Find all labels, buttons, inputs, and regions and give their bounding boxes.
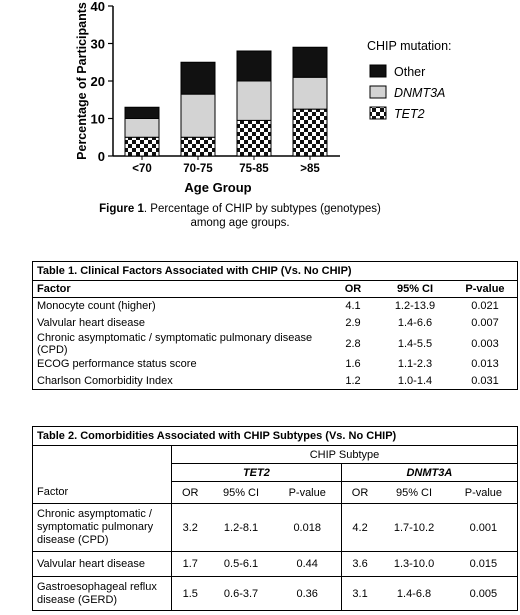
t2-gene-tet2-label: TET2	[242, 466, 270, 479]
t2-tet2-cell: 1.2-8.1	[223, 521, 259, 534]
table-row	[33, 373, 518, 390]
legend-swatch-other	[370, 65, 386, 77]
t2-dnmt3a-cell: 1.3-10.0	[378, 552, 450, 577]
t1-cell: 1.2	[345, 374, 361, 387]
t2-header-tet2-or: OR	[172, 482, 209, 504]
t1-cell: Charlson Comorbidity Index	[37, 374, 173, 387]
t1-cell: 0.031	[471, 374, 499, 387]
table-row	[33, 356, 518, 373]
t1-header-ci: 95% CI	[377, 281, 453, 298]
t1-cell: 1.2-13.9	[394, 300, 436, 313]
y-tick-label: 0	[97, 149, 105, 164]
y-tick-label: 40	[90, 0, 105, 14]
bar-other-1	[181, 62, 215, 94]
t1-cell: 1.4-6.6	[397, 317, 433, 329]
caption-text-2: among age groups.	[190, 217, 290, 229]
t2-factor-cell	[33, 577, 172, 611]
t1-cell: Monocyte count (higher)	[37, 300, 156, 313]
t1-cell: Chronic asymptomatic / symptomatic pulmonary disease (CPD)	[37, 331, 313, 356]
x-tick-label: 75-85	[239, 163, 269, 175]
bar-dnmt3a-2	[237, 81, 271, 120]
t1-header-p: P-value	[453, 281, 518, 298]
legend-swatch-tet2	[370, 107, 386, 119]
t1-cell: 2.9	[345, 317, 361, 329]
t2-tet2-cell: 0.44	[274, 552, 342, 577]
t2-tet2-cell: 1.5	[172, 577, 209, 611]
y-tick-label: 20	[90, 74, 105, 89]
y-tick-label: 30	[90, 36, 105, 52]
t2-factor-line: disease (GERD)	[37, 593, 118, 606]
t1-cell: 1.4-5.5	[397, 337, 433, 350]
t1-cell: 0.003	[471, 337, 499, 350]
x-tick-label: >85	[300, 163, 320, 175]
caption-text-1: . Percentage of CHIP by subtypes (genotypes)	[143, 203, 381, 215]
t2-factor-line: Chronic asymptomatic /	[37, 508, 152, 520]
legend-swatch-dnmt3a	[370, 86, 386, 98]
t1-cell: 1.0-1.4	[397, 374, 433, 387]
table-row	[33, 332, 518, 356]
t1-cell: 2.8	[345, 337, 361, 350]
legend-title: CHIP mutation:	[367, 39, 452, 53]
y-tick-label: 10	[90, 111, 105, 127]
t2-tet2-cell: 0.6-3.7	[208, 577, 273, 611]
t2-factor-cell	[33, 552, 172, 577]
t1-cell: 1.6	[345, 358, 361, 370]
legend-label-other: Other	[394, 65, 426, 79]
legend-label-dnmt3a: DNMT3A	[394, 86, 446, 100]
t2-factor-line: Valvular heart disease	[37, 557, 146, 570]
bar-other-0	[125, 107, 159, 118]
t2-tet2-cell: 0.5-6.1	[208, 552, 273, 577]
t1-cell: 0.007	[471, 317, 499, 329]
t2-dnmt3a-cell: 3.6	[341, 552, 378, 577]
y-axis-label: Percentage of Participants	[75, 2, 89, 160]
table-2-title: Table 2. Comorbidities Associated with CHIP Subtypes (Vs. No CHIP)	[33, 427, 518, 446]
t2-factor-cell	[33, 504, 172, 552]
t2-header-factor: Factor	[37, 486, 69, 499]
bar-tet2-1	[181, 137, 215, 156]
t2-tet2-cell: 1.7	[172, 552, 209, 577]
t2-header-dnmt3a-or: OR	[341, 482, 378, 504]
t2-dnmt3a-cell: 1.7-10.2	[393, 521, 435, 534]
t1-cell: 4.1	[345, 300, 361, 313]
table-1	[32, 261, 518, 390]
bar-dnmt3a-0	[125, 119, 159, 138]
x-axis-label: Age Group	[184, 180, 252, 195]
t2-dnmt3a-cell: 4.2	[341, 504, 378, 552]
table-row	[33, 298, 518, 315]
t1-cell: 0.021	[471, 300, 499, 313]
t1-cell: Valvular heart disease	[37, 317, 146, 329]
t2-factor-line: disease (CPD)	[37, 534, 109, 546]
t2-factor-line: symptomatic pulmonary	[37, 521, 154, 533]
t2-dnmt3a-cell: 1.4-6.8	[378, 577, 450, 611]
t1-cell: 0.013	[471, 358, 499, 370]
t2-dnmt3a-cell: 3.1	[341, 577, 378, 611]
bar-tet2-2	[237, 120, 271, 156]
t2-header-tet2-ci: 95% CI	[222, 486, 260, 499]
t1-header-factor: Factor	[33, 281, 330, 298]
table-row	[33, 552, 518, 577]
t2-header-tet2-p: P-value	[288, 486, 326, 499]
x-tick-label: 70-75	[183, 163, 213, 175]
table-1-title: Table 1. Clinical Factors Associated with CHIP (Vs. No CHIP)	[33, 262, 518, 281]
bar-dnmt3a-3	[293, 77, 327, 109]
t2-dnmt3a-cell: 0.005	[450, 577, 518, 611]
caption-label: Figure 1	[99, 203, 144, 215]
figure-caption	[60, 202, 420, 230]
table-row	[33, 315, 518, 332]
t2-gene-dnmt3a-label: DNMT3A	[406, 466, 453, 479]
table-row	[33, 577, 518, 611]
t2-header-dnmt3a-ci: 95% CI	[395, 486, 433, 499]
x-tick-label: <70	[132, 163, 152, 175]
t2-group-header: CHIP Subtype	[172, 446, 518, 464]
stacked-bar-chart	[0, 0, 520, 200]
bar-dnmt3a-1	[181, 94, 215, 137]
t1-cell: ECOG performance status score	[37, 358, 197, 370]
t1-header-or: OR	[329, 281, 377, 298]
t2-dnmt3a-cell: 0.001	[469, 521, 498, 534]
t2-dnmt3a-cell: 0.015	[450, 552, 518, 577]
bar-other-2	[237, 51, 271, 81]
legend-label-tet2: TET2	[394, 107, 425, 121]
t2-header-dnmt3a-p: P-value	[464, 486, 503, 499]
table-row	[33, 504, 518, 552]
t2-gene-dnmt3a	[341, 464, 517, 482]
t2-tet2-cell: 3.2	[172, 504, 209, 552]
table-2	[32, 426, 518, 611]
bar-tet2-3	[293, 109, 327, 156]
t2-factor-line: Gastroesophageal reflux	[37, 580, 157, 593]
t2-tet2-cell: 0.018	[293, 521, 321, 534]
bar-tet2-0	[125, 137, 159, 156]
t2-tet2-cell: 0.36	[274, 577, 342, 611]
t1-cell: 1.1-2.3	[397, 358, 433, 370]
bar-other-3	[293, 47, 327, 77]
t2-gene-tet2	[172, 464, 342, 482]
